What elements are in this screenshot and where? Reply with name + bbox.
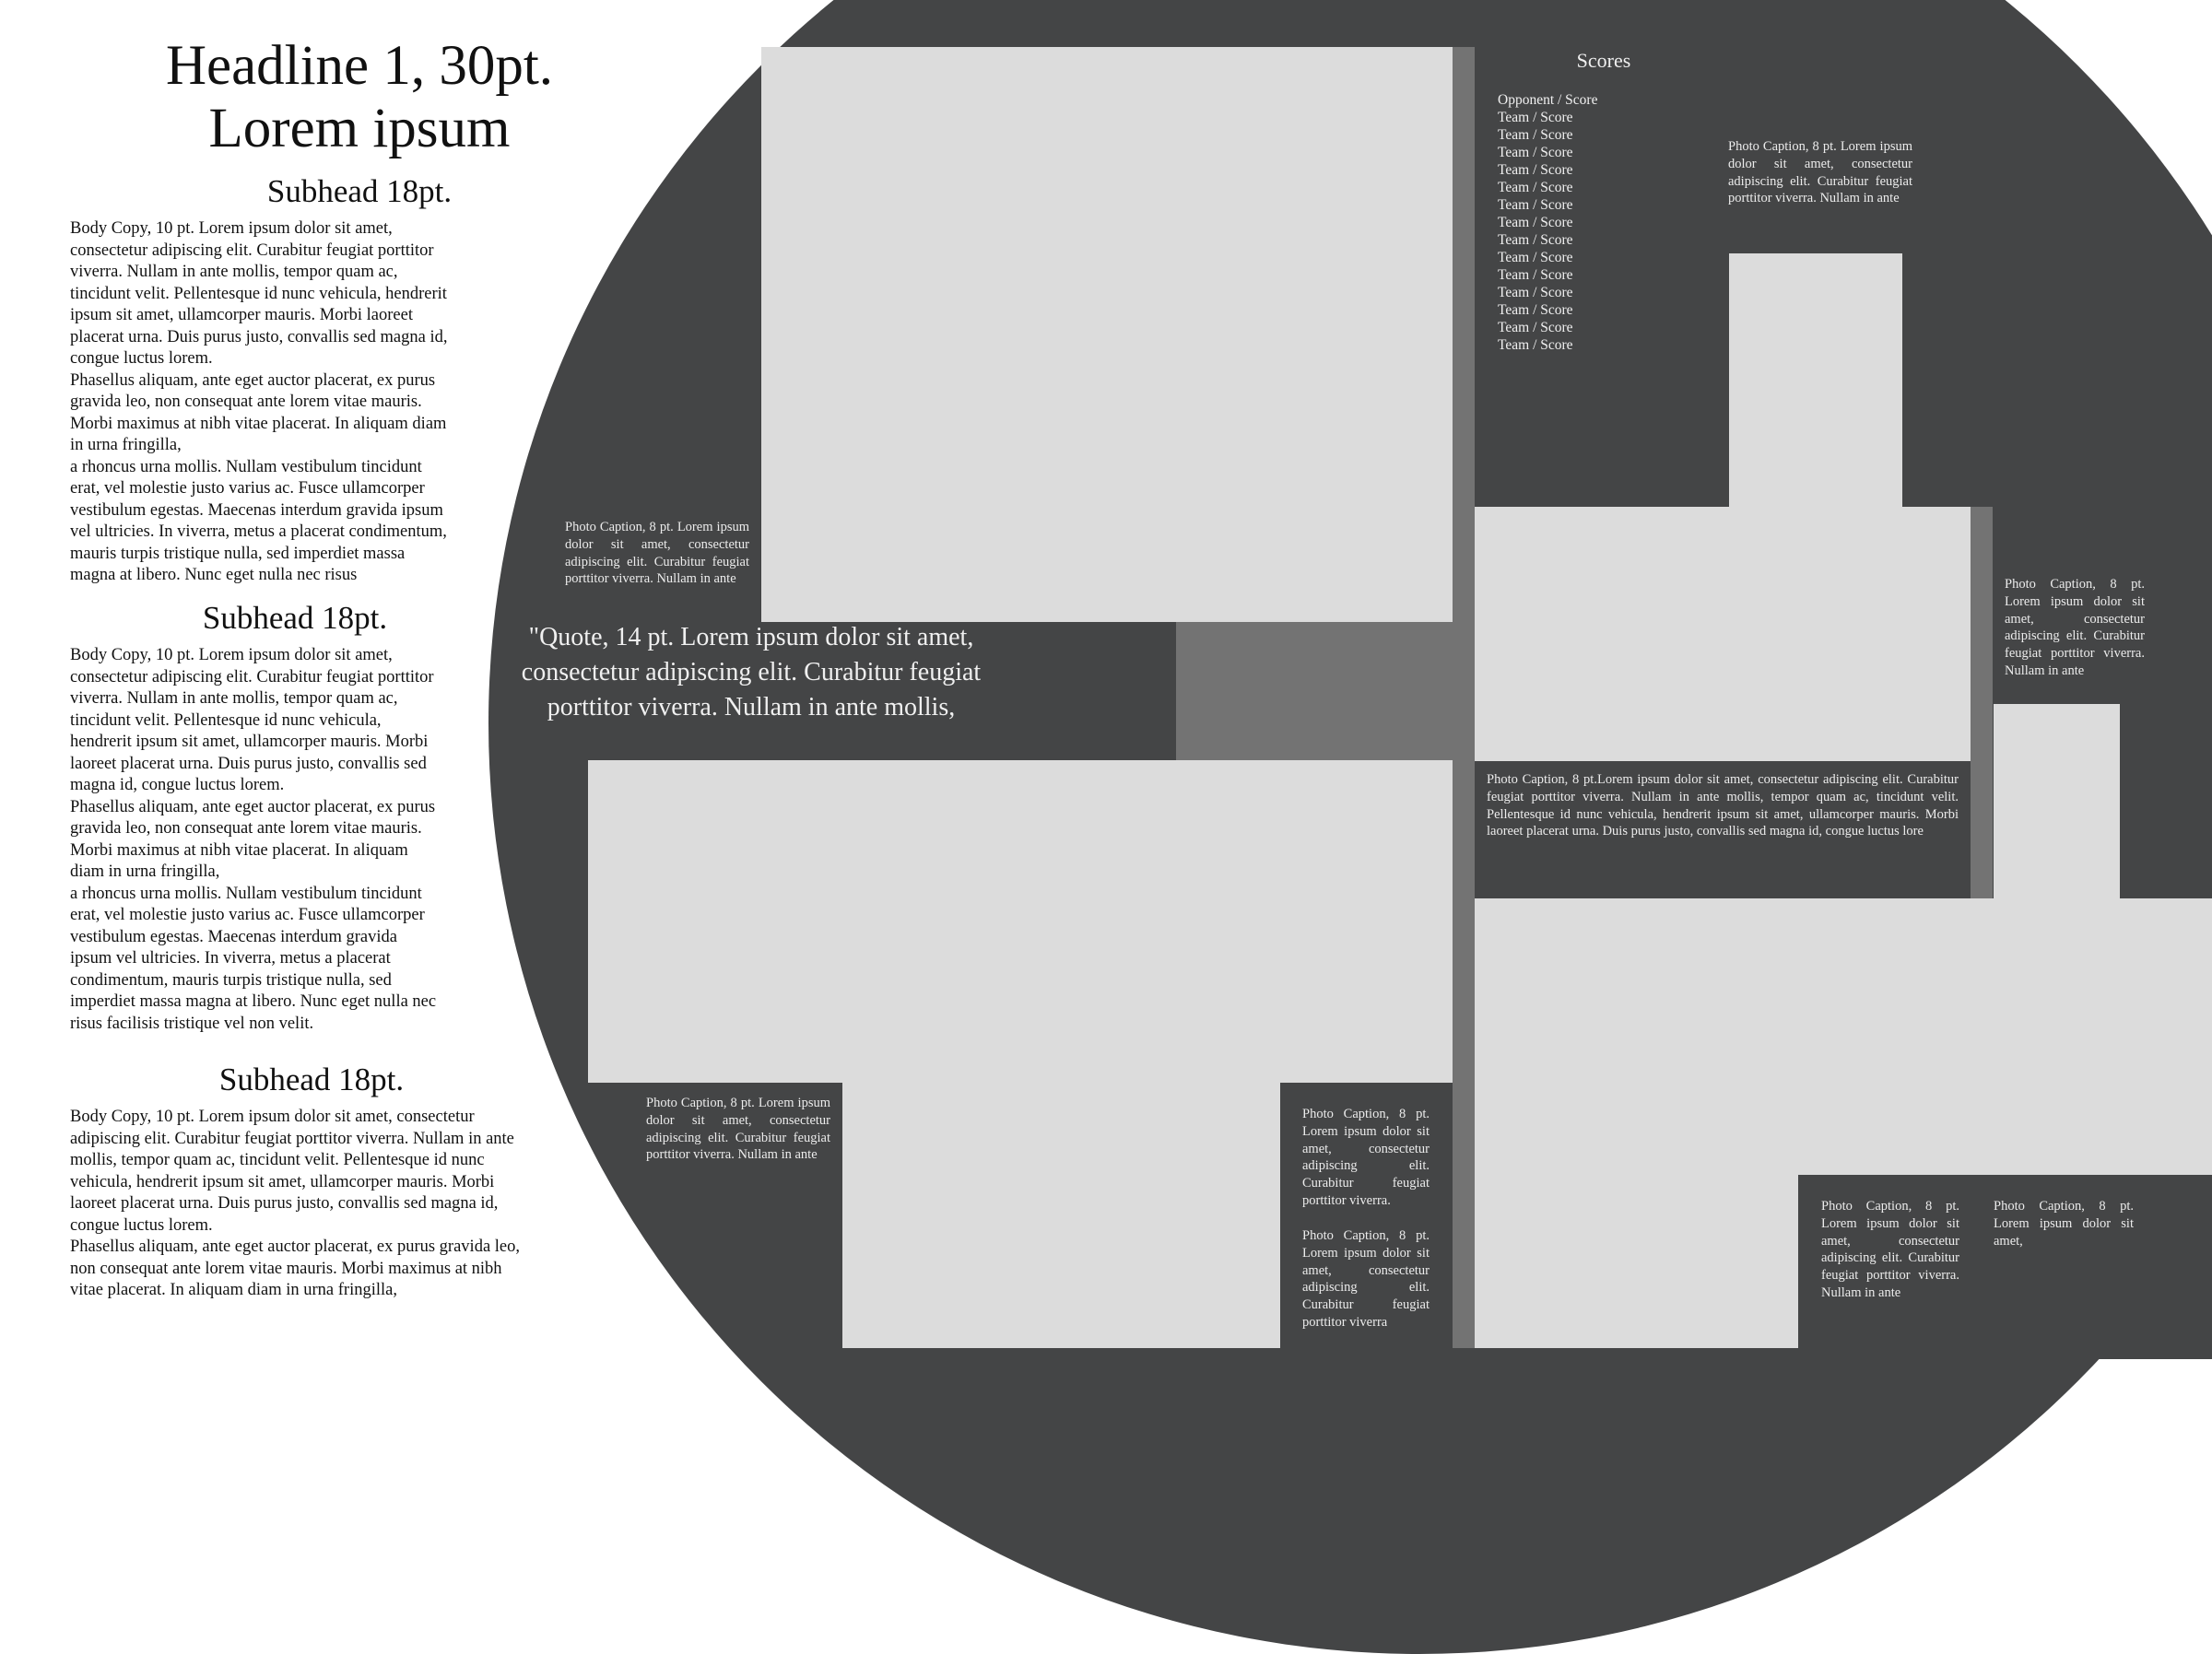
scores-row: Team / Score — [1498, 302, 1573, 318]
scores-row: Opponent / Score — [1498, 92, 1598, 108]
photo-caption-bottom-left: Photo Caption, 8 pt. Lorem ipsum dolor sit amet, consectetur adipiscing elit. Curabitur feugiat porttitor viverra. Nullam in ante — [646, 1096, 830, 1163]
scores-row: Team / Score — [1498, 145, 1573, 160]
body-copy-line: Morbi maximus at nibh vitae placerat. In aliquam diam — [70, 414, 447, 433]
body-copy-line: condimentum, mauris turpis tristique nulla, sed — [70, 970, 392, 990]
body-copy-line: Phasellus aliquam, ante eget auctor placerat, ex purus — [70, 370, 436, 390]
body-copy-1 — [70, 218, 586, 587]
photo-placeholder-right-small — [1729, 253, 1902, 507]
body-copy-line: consectetur adipiscing elit. Curabitur feugiat porttitor — [70, 240, 434, 260]
body-copy-line: magna at libero. Nunc eget nulla nec risus — [70, 566, 358, 584]
photo-placeholder-bottom-right — [1475, 898, 2212, 1175]
body-copy-line: hendrerit ipsum sit amet, ullamcorper mauris. Morbi — [70, 733, 429, 751]
body-copy-line: viverra. Nullam in ante mollis, tempor quam ac, — [70, 689, 398, 708]
body-copy-line: congue luctus lorem. — [70, 349, 213, 368]
photo-placeholder-far-right — [1994, 704, 2120, 898]
scores-row: Team / Score — [1498, 162, 1573, 178]
body-copy-line: mollis, tempor quam ac, tincidunt velit. Pellentesque id nunc — [70, 1151, 485, 1169]
scores-row: Team / Score — [1498, 285, 1573, 300]
body-copy-line: erat, vel molestie justo varius ac. Fusce ullamcorper — [70, 906, 425, 924]
scores-row: Team / Score — [1498, 127, 1573, 143]
body-copy-line: viverra. Nullam in ante mollis, tempor quam ac, — [70, 263, 398, 281]
body-copy-line: ipsum sit amet, ullamcorper mauris. Morbi laoreet — [70, 306, 413, 324]
body-copy-line: in urna fringilla, — [70, 436, 182, 454]
body-copy-line: Phasellus aliquam, ante eget auctor placerat, ex purus — [70, 797, 436, 816]
photo-placeholder-bottom-right-lower — [1475, 1175, 1798, 1348]
scores-row: Team / Score — [1498, 197, 1573, 213]
body-copy-line: erat, vel molestie justo varius ac. Fusce ullamcorper — [70, 479, 425, 498]
photo-placeholder-bottom-left-lower — [842, 1083, 1280, 1348]
body-copy-line: a rhoncus urna mollis. Nullam vestibulum tincidunt — [70, 884, 422, 903]
headline-line-2: Lorem ipsum — [208, 98, 511, 159]
scores-row: Team / Score — [1498, 232, 1573, 248]
body-copy-line: laoreet placerat urna. Duis purus justo, convallis sed — [70, 754, 427, 773]
scores-list — [1498, 91, 1597, 354]
body-copy-line: adipiscing elit. Curabitur feugiat porttitor viverra. Nullam in ante — [70, 1129, 514, 1148]
body-copy-line: Body Copy, 10 pt. Lorem ipsum dolor sit amet, — [70, 219, 393, 238]
scores-row: Team / Score — [1498, 337, 1573, 353]
body-copy-line: Body Copy, 10 pt. Lorem ipsum dolor sit amet, — [70, 646, 393, 664]
accent-bar-right — [1971, 507, 1993, 898]
body-copy-line: gravida leo, non consequat ante lorem vitae mauris. — [70, 819, 422, 838]
body-copy-line: magna id, congue luctus lorem. — [70, 776, 285, 794]
pull-quote: "Quote, 14 pt. Lorem ipsum dolor sit amet, consectetur adipiscing elit. Curabitur feugiat porttitor viverra. Nullam in ante mollis, — [521, 623, 982, 721]
body-copy-line: placerat urna. Duis purus justo, convallis sed magna id, — [70, 327, 448, 346]
body-copy-line: vestibulum egestas. Maecenas interdum gravida ipsum — [70, 500, 443, 520]
subhead-3: Subhead 18pt. — [218, 1062, 405, 1097]
scores-row: Team / Score — [1498, 267, 1573, 283]
headline — [55, 35, 664, 160]
accent-block-middle — [1176, 622, 1475, 760]
body-copy-line: Phasellus aliquam, ante eget auctor placerat, ex purus gravida leo, — [70, 1238, 521, 1256]
subhead-1: Subhead 18pt. — [266, 173, 453, 209]
photo-placeholder-middle-right — [1475, 507, 1971, 761]
body-copy-line: laoreet placerat urna. Duis purus justo, convallis sed magna id, — [70, 1194, 499, 1213]
body-copy-line: risus facilisis tristique vel non velit. — [70, 1014, 314, 1033]
scores-row: Team / Score — [1498, 320, 1573, 335]
photo-caption-bottom-right-1: Photo Caption, 8 pt. Lorem ipsum dolor sit amet, consectetur adipiscing elit. Curabitur feugiat porttitor viverra. Nullam in ante — [1821, 1199, 1959, 1300]
body-copy-line: Morbi maximus at nibh vitae placerat. In aliquam — [70, 840, 408, 860]
accent-bar-bottom — [1453, 760, 1475, 1348]
subhead-2: Subhead 18pt. — [202, 600, 388, 636]
body-copy-line: congue luctus lorem. — [70, 1215, 213, 1235]
scores-row: Team / Score — [1498, 180, 1573, 195]
headline-line-1: Headline 1, 30pt. — [165, 35, 554, 97]
body-copy-line: diam in urna fringilla, — [70, 862, 220, 881]
body-copy-line: vitae placerat. In aliquam diam in urna fringilla, — [70, 1281, 397, 1299]
photo-caption-top-left: Photo Caption, 8 pt. Lorem ipsum dolor sit amet, consectetur adipiscing elit. Curabitur feugiat porttitor viverra. Nullam in ante — [565, 520, 749, 587]
body-copy-line: consectetur adipiscing elit. Curabitur feugiat porttitor — [70, 667, 434, 686]
body-copy-line: ipsum vel ultricies. In viverra, metus a placerat — [70, 949, 391, 968]
body-copy-line: non consequat ante lorem vitae mauris. Morbi maximus at nibh — [70, 1259, 502, 1278]
body-copy-line: a rhoncus urna mollis. Nullam vestibulum tincidunt — [70, 457, 422, 476]
body-copy-line: imperdiet massa magna at libero. Nunc eget nulla nec — [70, 992, 437, 1011]
photo-caption-top-right: Photo Caption, 8 pt. Lorem ipsum dolor sit amet, consectetur adipiscing elit. Curabitur feugiat porttitor viverra. Nullam in ante — [1728, 139, 1912, 206]
photo-caption-bottom-mid-2: Photo Caption, 8 pt. Lorem ipsum dolor sit amet, consectetur adipiscing elit. Curabitur feugiat porttitor viverra — [1302, 1228, 1430, 1330]
body-copy-line: vehicula, hendrerit ipsum sit amet, ullamcorper mauris. Morbi — [70, 1172, 495, 1191]
scores-row: Team / Score — [1498, 250, 1573, 265]
photo-caption-bottom-right-2: Photo Caption, 8 pt. Lorem ipsum dolor sit amet, — [1994, 1199, 2134, 1249]
body-copy-line: Body Copy, 10 pt. Lorem ipsum dolor sit amet, consectetur — [70, 1108, 475, 1126]
photo-placeholder-top-center — [761, 47, 1453, 622]
body-copy-line: tincidunt velit. Pellentesque id nunc vehicula, — [70, 710, 382, 730]
scores-row: Team / Score — [1498, 215, 1573, 230]
body-copy-3 — [70, 1107, 641, 1302]
body-copy-line: mauris turpis tristique nulla, sed imperdiet massa — [70, 544, 406, 563]
photo-caption-middle-wide: Photo Caption, 8 pt.Lorem ipsum dolor sit amet, consectetur adipiscing elit. Curabitur feugiat porttitor viverra. Nullam in ante mollis, tempor quam ac, tincidunt velit. Pellentesque id nunc vehicula, hendrerit ipsum sit amet, ullamcorper mauris. Morbi laoreet placerat urna. Duis purus justo, convallis sed magna id, congue luctus lore — [1487, 772, 1959, 839]
scores-row: Team / Score — [1498, 110, 1573, 125]
body-copy-line: vestibulum egestas. Maecenas interdum gravida — [70, 927, 397, 946]
body-copy-line: gravida leo, non consequat ante lorem vitae mauris. — [70, 393, 422, 411]
scores-title: Scores — [1576, 49, 1631, 72]
photo-caption-right-edge: Photo Caption, 8 pt. Lorem ipsum dolor sit amet, consectetur adipiscing elit. Curabitur feugiat porttitor viverra. Nullam in ante — [2005, 577, 2145, 678]
body-copy-line: vel ultricies. In viverra, metus a placerat condimentum, — [70, 522, 447, 541]
body-copy-line: tincidunt velit. Pellentesque id nunc vehicula, hendrerit — [70, 284, 447, 303]
photo-placeholder-bottom-left-wide — [588, 760, 1453, 1083]
photo-caption-bottom-mid-1: Photo Caption, 8 pt. Lorem ipsum dolor sit amet, consectetur adipiscing elit. Curabitur feugiat porttitor viverra. — [1302, 1107, 1430, 1208]
accent-bar-top — [1453, 47, 1475, 622]
